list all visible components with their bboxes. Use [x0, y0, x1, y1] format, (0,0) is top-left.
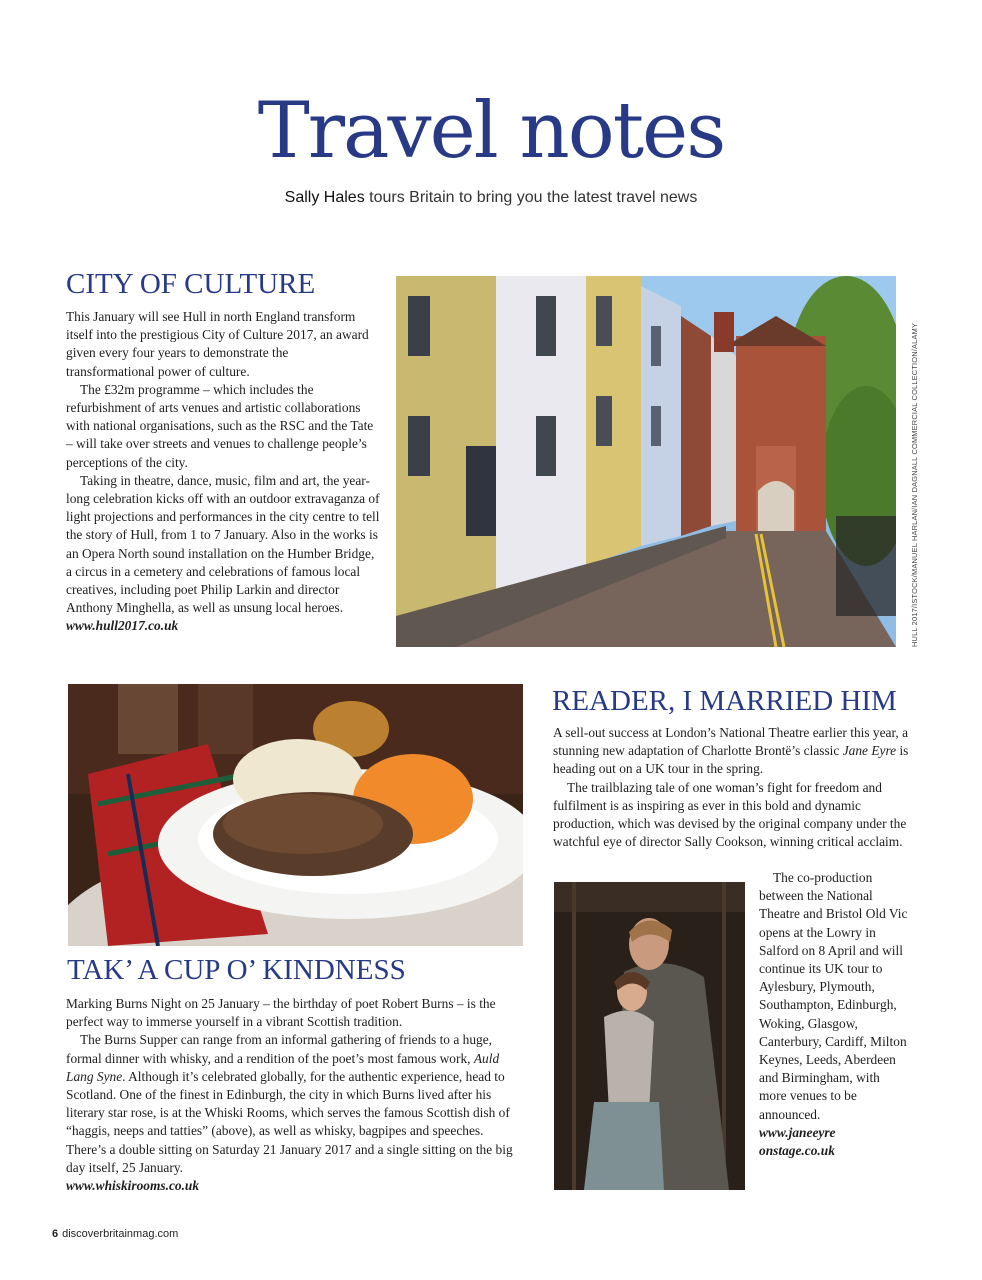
- jane-eyre-title: Jane Eyre: [842, 743, 897, 759]
- city-url: www.hull2017.co.uk: [66, 618, 179, 634]
- reader-url-line-1: www.janeeyre: [759, 1124, 836, 1140]
- burns-body: [66, 995, 514, 1195]
- page-title: Travel notes: [257, 86, 725, 176]
- reader-paragraph-1: A sell-out success at London’s National Theatre earlier this year, a stunning new adaptation of Charlotte Brontë’s classic Jane Eyre is heading out on a UK tour in the spring.: [553, 725, 909, 777]
- hull-street-photo: [396, 276, 896, 647]
- burns-supper-photo: [68, 684, 523, 946]
- byline-name: Sally Hales: [284, 189, 365, 206]
- jane-eyre-photo: [554, 882, 745, 1190]
- reader-url-line-2: onstage.co.uk: [759, 1143, 835, 1159]
- city-of-culture-body: [66, 308, 380, 636]
- city-paragraph-1: This January will see Hull in north England transform itself into the prestigious City of Culture 2017, an award given every four years to demonstrate the transformational power of culture.: [66, 309, 369, 379]
- city-paragraph-3: Taking in theatre, dance, music, film and art, the year-long celebration kicks off with an outdoor extravaganza of light projections and performances in the city centre to tell the story of Hull, from 1 to 7 January. Also in the works is an Opera North sound installation on the Humber Bridge, a circus in a cemetery and celebrations of famous local creatives, including poet Philip Larkin and director Anthony Minghella, as well as unsung local heroes.: [66, 472, 380, 616]
- byline: [0, 189, 982, 207]
- reader-paragraph-2: The trailblazing tale of one woman’s fight for freedom and fulfilment is as inspiring as ever in this bold and dynamic production, which was devised by the original company under the watchful eye of director Sally Cookson, winning critical acclaim.: [553, 779, 907, 850]
- burns-url: www.whiskirooms.co.uk: [66, 1178, 200, 1194]
- reader-paragraph-3: The co-production between the National Theatre and Bristol Old Vic opens at the Lowry in Salford on 8 April and will continue its UK tour to Aylesbury, Plymouth, Southampton, Edinburgh, Woking, Glasgow, Canterbury, Cardiff, Milton Keynes, Leeds, Aberdeen and Birmingham, with more venues to be announced.: [759, 870, 908, 1122]
- city-paragraph-2: The £32m programme – which includes the refurbishment of arts venues and artistic collaborations with national organisations, such as the RSC and the Tate – will take over streets and venues to challenge people’s perceptions of the city.: [66, 381, 374, 470]
- photo-credit: HULL 2017/ISTOCK/MANUEL HARLAN/IAN DAGNALL COMMERCIAL COLLECTION/ALAMY: [910, 322, 919, 647]
- reader-heading: READER, I MARRIED HIM: [552, 685, 897, 717]
- burns-heading: TAK’ A CUP O’ KINDNESS: [67, 954, 406, 986]
- reader-body-top: [553, 724, 913, 851]
- byline-text: tours Britain to bring you the latest travel news: [364, 189, 698, 206]
- burns-paragraph-2: The Burns Supper can range from an informal gathering of friends to a huge, formal dinner with whisky, and a rendition of the poet’s most famous work, Auld Lang Syne. Although it’s celebrated globally, for the authentic experience, head to Scotland. One of the finest in Edinburgh, the city in which Burns lived after his literary star rose, is at the Whiski Rooms, which serves the famous Scottish dish of “haggis, neeps and tatties” (above), as well as whisky, bagpipes and speeches. There’s a double sitting on Saturday 21 January 2017 and a single sitting on the big day itself, 25 January.: [66, 1032, 513, 1175]
- city-of-culture-heading: CITY OF CULTURE: [66, 268, 316, 300]
- reader-body-bottom: [759, 869, 909, 1160]
- page-footer: [52, 1228, 178, 1240]
- page-number: 6: [52, 1228, 59, 1240]
- auld-lang-syne-title: Auld Lang Syne: [66, 1050, 500, 1084]
- burns-paragraph-1: Marking Burns Night on 25 January – the birthday of poet Robert Burns – is the perfect way to immerse yourself in a vibrant Scottish tradition.: [66, 996, 496, 1030]
- footer-site: discoverbritainmag.com: [62, 1228, 179, 1240]
